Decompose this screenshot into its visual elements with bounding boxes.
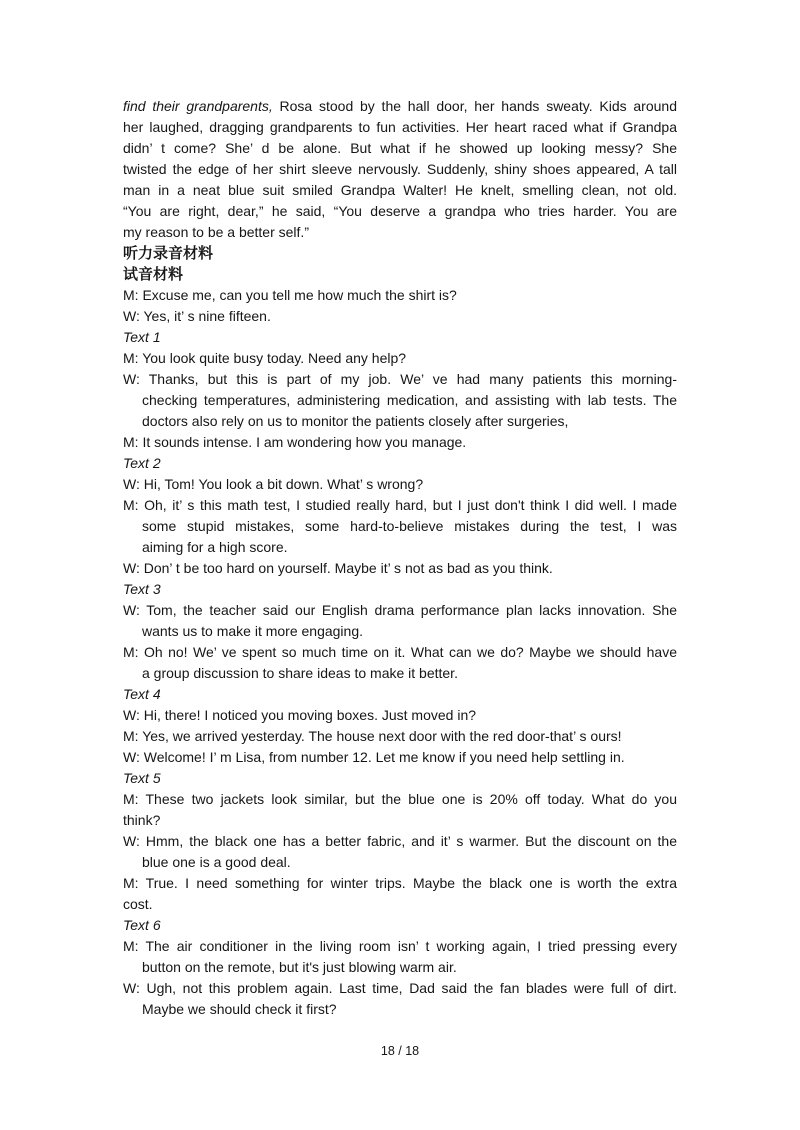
line-text: W: Yes, it’ s nine fifteen. <box>123 308 271 324</box>
transcript-line <box>123 789 677 810</box>
line-text: 试音材料 <box>123 266 184 283</box>
line-text: Rosa stood by the hall door, her hands sweaty. Kids around <box>272 98 677 114</box>
line-text: M: Oh, it’ s this math test, I studied really hard, but I just don't think I did well. I made <box>123 497 677 513</box>
transcript-line <box>123 432 677 453</box>
text-label-6 <box>123 915 677 936</box>
transcript-line <box>123 999 677 1020</box>
text-label-5 <box>123 768 677 789</box>
line-text: W: Hi, there! I noticed you moving boxes. Just moved in? <box>123 707 477 723</box>
transcript-line <box>123 810 677 831</box>
transcript-line <box>123 516 677 537</box>
line-text: my reason to be a better self.” <box>123 224 309 240</box>
transcript-line <box>123 747 677 768</box>
transcript-line <box>123 894 677 915</box>
transcript-line <box>123 537 677 558</box>
text-label-4 <box>123 684 677 705</box>
transcript-line <box>123 138 677 159</box>
line-text: a group discussion to share ideas to make it better. <box>142 665 458 681</box>
line-text: Text 5 <box>123 770 161 786</box>
line-text: Text 1 <box>123 329 161 345</box>
line-text: checking temperatures, administering medication, and assisting with lab tests. The <box>142 392 677 408</box>
transcript-line <box>123 642 677 663</box>
transcript-line <box>123 201 677 222</box>
transcript-line <box>123 96 677 117</box>
transcript-line <box>123 285 677 306</box>
line-text: W: Don’ t be too hard on yourself. Maybe it’ s not as bad as you think. <box>123 560 553 576</box>
line-text: her laughed, dragging grandparents to fun activities. Her heart raced what if Grandpa <box>123 119 677 135</box>
line-text: W: Ugh, not this problem again. Last time, Dad said the fan blades were full of dirt. <box>123 980 677 996</box>
line-text: W: Hmm, the black one has a better fabric, and it’ s warmer. But the discount on the <box>123 833 677 849</box>
transcript-line <box>123 873 677 894</box>
transcript-line <box>123 390 677 411</box>
line-text: cost. <box>123 896 153 912</box>
transcript-line <box>123 936 677 957</box>
line-text: M: It sounds intense. I am wondering how you manage. <box>123 434 467 450</box>
transcript-line <box>123 600 677 621</box>
line-text: twisted the edge of her shirt sleeve nervously. Suddenly, shiny shoes appeared, A tall <box>123 161 677 177</box>
line-text: Text 3 <box>123 581 161 597</box>
transcript-line <box>123 369 677 390</box>
transcript-line <box>123 159 677 180</box>
line-text: didn’ t come? She’ d be alone. But what if he showed up looking messy? She <box>123 140 677 156</box>
transcript-line <box>123 957 677 978</box>
text-label-2 <box>123 453 677 474</box>
transcript-line <box>123 705 677 726</box>
transcript-line <box>123 495 677 516</box>
line-text: some stupid mistakes, some hard-to-believe mistakes during the test, I was <box>142 518 677 534</box>
line-text: M: These two jackets look similar, but the blue one is 20% off today. What do you <box>123 791 677 807</box>
transcript-line <box>123 621 677 642</box>
heading-test-audio <box>123 264 677 285</box>
transcript-line <box>123 558 677 579</box>
line-text: doctors also rely on us to monitor the patients closely after surgeries, <box>142 413 569 429</box>
line-text: Text 4 <box>123 686 161 702</box>
transcript-line <box>123 726 677 747</box>
transcript-line <box>123 852 677 873</box>
line-text: button on the remote, but it's just blowing warm air. <box>142 959 457 975</box>
transcript <box>123 96 677 1020</box>
transcript-line <box>123 411 677 432</box>
line-text: M: True. I need something for winter trips. Maybe the black one is worth the extra <box>123 875 677 891</box>
line-text: Text 2 <box>123 455 161 471</box>
heading-listening-materials <box>123 243 677 264</box>
transcript-line <box>123 348 677 369</box>
line-text: W: Tom, the teacher said our English drama performance plan lacks innovation. She <box>123 602 677 618</box>
transcript-line <box>123 180 677 201</box>
transcript-line <box>123 306 677 327</box>
transcript-line <box>123 831 677 852</box>
line-text: wants us to make it more engaging. <box>142 623 364 639</box>
line-text: M: You look quite busy today. Need any help? <box>123 350 407 366</box>
line-text: Maybe we should check it first? <box>142 1001 337 1017</box>
line-text: M: Yes, we arrived yesterday. The house next door with the red door-that’ s ours! <box>123 728 622 744</box>
text-label-1 <box>123 327 677 348</box>
transcript-line <box>123 222 677 243</box>
transcript-line <box>123 117 677 138</box>
italic-intro-phrase: find their grandparents, <box>123 98 273 114</box>
page-number: 18 / 18 <box>380 1044 420 1058</box>
line-text: think? <box>123 812 161 828</box>
transcript-line <box>123 474 677 495</box>
line-text: M: The air conditioner in the living room isn’ t working again, I tried pressing every <box>123 938 677 954</box>
line-text: M: Oh no! We’ ve spent so much time on it. What can we do? Maybe we should have <box>123 644 677 660</box>
transcript-line <box>123 663 677 684</box>
line-text: blue one is a good deal. <box>142 854 291 870</box>
transcript-line <box>123 978 677 999</box>
line-text: M: Excuse me, can you tell me how much the shirt is? <box>123 287 457 303</box>
line-text: W: Thanks, but this is part of my job. We’ ve had many patients this morning- <box>123 371 677 387</box>
line-text: Text 6 <box>123 917 161 933</box>
line-text: aiming for a high score. <box>142 539 288 555</box>
line-text: man in a neat blue suit smiled Grandpa Walter! He knelt, smelling clean, not old. <box>123 182 677 198</box>
line-text: 听力录音材料 <box>123 245 214 262</box>
text-label-3 <box>123 579 677 600</box>
line-text: “You are right, dear,” he said, “You deserve a grandpa who tries harder. You are <box>123 203 677 219</box>
line-text: W: Welcome! I’ m Lisa, from number 12. Let me know if you need help settling in. <box>123 749 625 765</box>
line-text: W: Hi, Tom! You look a bit down. What’ s wrong? <box>123 476 424 492</box>
